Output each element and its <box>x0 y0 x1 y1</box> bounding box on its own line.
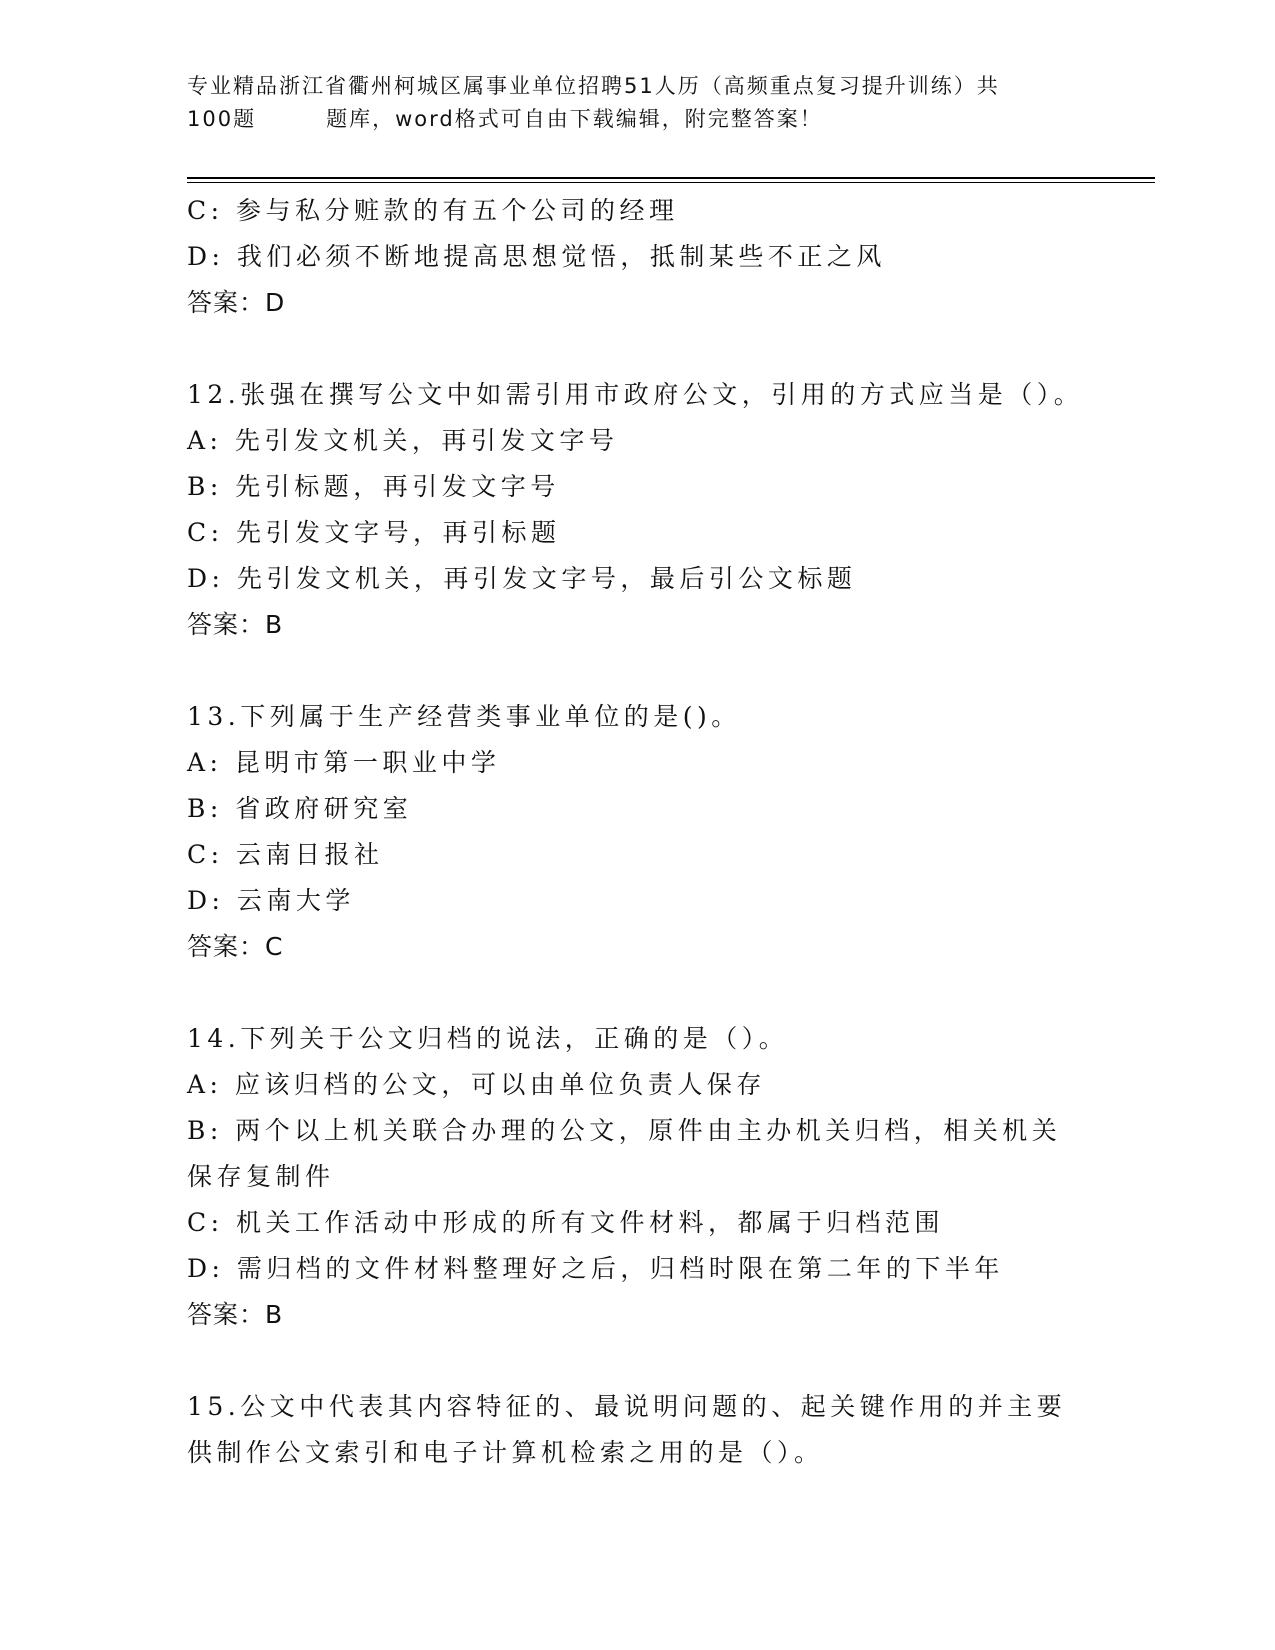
q11-option-d: D: 我们必须不断地提高思想觉悟，抵制某些不正之风 <box>187 242 886 271</box>
q11-answer: 答案：D <box>187 288 286 317</box>
q12-answer: 答案：B <box>187 610 284 639</box>
header-divider-thick <box>187 177 1155 179</box>
q11-option-c: C: 参与私分赃款的有五个公司的经理 <box>187 196 679 225</box>
question-15 <box>187 1384 1077 1476</box>
spacer <box>187 648 1077 694</box>
question-11-tail <box>187 188 1077 326</box>
header-line-1: 专业精品浙江省衢州柯城区属事业单位招聘51人历（高频重点复习提升训练）共 <box>187 74 1000 98</box>
question-content <box>187 188 1084 1476</box>
q14-option-d: D: 需归档的文件材料整理好之后，归档时限在第二年的下半年 <box>187 1254 1004 1283</box>
q12-option-b: B: 先引标题，再引发文字号 <box>187 472 560 501</box>
q13-option-a: A: 昆明市第一职业中学 <box>187 748 501 777</box>
header-count: 100题 <box>187 107 257 131</box>
q13-option-d: D: 云南大学 <box>187 886 355 915</box>
q14-option-c: C: 机关工作活动中形成的所有文件材料，都属于归档范围 <box>187 1208 945 1237</box>
q13-option-b: B: 省政府研究室 <box>187 794 413 823</box>
document-header <box>187 70 1087 136</box>
q14-question: 14.下列关于公文归档的说法，正确的是（）。 <box>187 1024 789 1053</box>
header-divider-thin <box>187 182 1155 183</box>
q13-option-c: C: 云南日报社 <box>187 840 384 869</box>
spacer <box>187 1338 1077 1384</box>
header-description: 题库，word格式可自由下载编辑，附完整答案！ <box>326 107 823 131</box>
q15-question: 15.公文中代表其内容特征的、最说明问题的、起关键作用的并主要供制作公文索引和电子计算机检索之用的是（）。 <box>187 1392 1067 1467</box>
q13-question: 13.下列属于生产经营类事业单位的是()。 <box>187 702 741 731</box>
q14-answer: 答案：B <box>187 1300 284 1329</box>
header-line-2 <box>187 103 1087 136</box>
q13-answer: 答案：C <box>187 932 284 961</box>
q12-question: 12.张强在撰写公文中如需引用市政府公文，引用的方式应当是（）。 <box>187 380 1084 409</box>
question-13 <box>187 694 1077 970</box>
spacer <box>187 970 1077 1016</box>
q12-option-a: A: 先引发文机关，再引发文字号 <box>187 426 619 455</box>
q14-option-a: A: 应该归档的公文，可以由单位负责人保存 <box>187 1070 766 1099</box>
spacer <box>187 326 1077 372</box>
q12-option-c: C: 先引发文字号，再引标题 <box>187 518 561 547</box>
q12-option-d: D: 先引发文机关，再引发文字号，最后引公文标题 <box>187 564 857 593</box>
q14-option-b: B: 两个以上机关联合办理的公文，原件由主办机关归档，相关机关保存复制件 <box>187 1116 1062 1191</box>
question-12 <box>187 372 1084 648</box>
question-14 <box>187 1016 1077 1338</box>
